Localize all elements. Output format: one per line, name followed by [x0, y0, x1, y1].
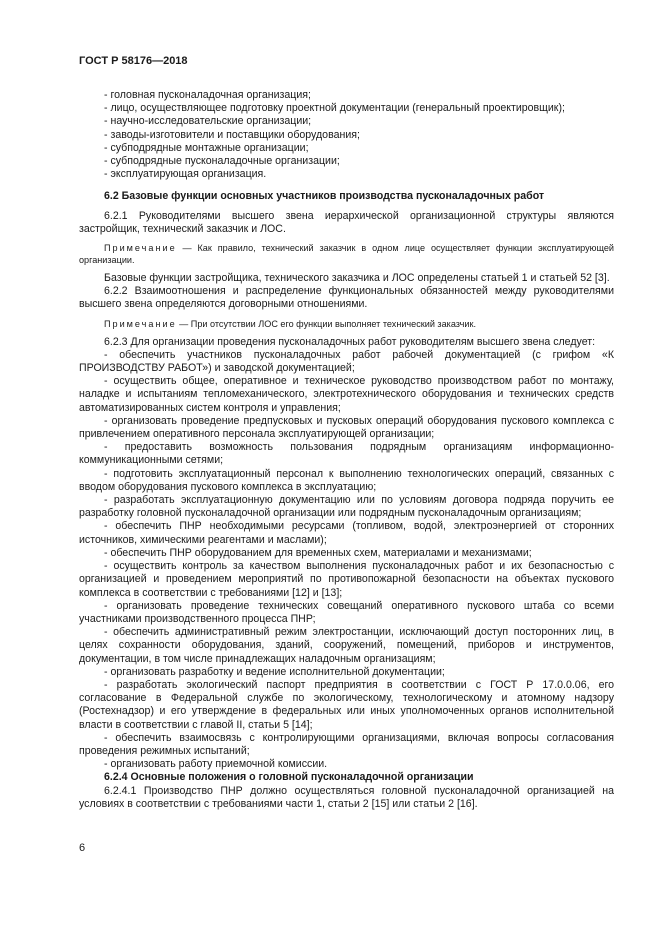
list-item: - организовать проведение технических совещаний оперативного пускового штаба со всеми участниками производственного процесса ПНР; [79, 599, 614, 625]
list-item: - организовать проведение предпусковых и пусковых операций оборудования пускового комплекса с привлечением оперативного персонала эксплуатирующей организации; [79, 414, 614, 441]
list-item: - головная пусконаладочная организация; [104, 89, 311, 101]
list-item: - обеспечить участников пусконаладочных работ рабочей документацией (с грифом «К ПРОИЗВОДСТВУ РАБОТ») и заводской документацией; [79, 348, 614, 375]
list-item: - субподрядные пусконаладочные организации; [104, 155, 340, 168]
page-number: 6 [79, 842, 86, 854]
list-item: - заводы-изготовители и поставщики оборудования; [104, 128, 360, 141]
list-item: - эксплуатирующая организация. [104, 168, 267, 181]
list-item: - предоставить возможность пользования подрядным организациям информационно-коммуникационными сетями; [79, 441, 614, 467]
section-heading-6-2-4: 6.2.4 Основные положения о головной пусконаладочной организации [104, 771, 474, 784]
list-item: - организовать работу приемочной комиссии. [104, 758, 328, 771]
list-item: - лицо, осуществляющее подготовку проектной документации (генеральный проектировщик); [104, 102, 565, 115]
note-1 [79, 242, 614, 266]
list-item: - разработать эксплуатационную документацию или по условиям договора подряда поручить ее разработку головной пусконаладочной организации или подрядным пусконаладочным организациям; [79, 494, 614, 520]
note-2 [79, 318, 614, 330]
list-item: - организовать разработку и ведение исполнительной документации; [104, 665, 445, 678]
section-heading-6-2: 6.2 Базовые функции основных участников производства пусконаладочных работ [104, 190, 545, 203]
list-item: - осуществить контроль за качеством выполнения пусконаладочных работ и их безопасностью с организацией и проведением мероприятий по противопожарной безопасности на объектах пускового комплекса в соответствии с требованиями [12] и [13]; [79, 560, 614, 599]
list-item: - научно-исследовательские организации; [104, 115, 312, 128]
note-label: Примечание [104, 318, 177, 329]
document-header: ГОСТ Р 58176—2018 [79, 55, 188, 67]
participants-list [79, 89, 614, 181]
note-text: — Как правило, технический заказчик в одном лице осуществляет функции эксплуатирующей организации. [79, 243, 614, 266]
paragraph-6-2-2: 6.2.2 Взаимоотношения и распределение функциональных обязанностей между руководителями высшего звена определяются договорными отношениями. [79, 285, 614, 311]
note-text: — При отсутствии ЛОС его функции выполняет технический заказчик. [176, 318, 476, 329]
duties-list [79, 349, 614, 772]
list-item: - обеспечить административный режим электростанции, исключающий доступ посторонних лиц, в целях сохранности оборудования, зданий, сооружений, помещений, приборов и инструментов, документации, в том числе принадлежащих наладочным организациям; [79, 626, 614, 665]
paragraph-6-2-1: 6.2.1 Руководителями высшего звена иерархической организационной структуры являются застройщик, технический заказчик и ЛОС. [79, 209, 614, 235]
list-item: - подготовить эксплуатационный персонал к выполнению технологических операций, связанных с вводом оборудования пускового комплекса в эксплуатацию; [79, 467, 614, 493]
list-item: - обеспечить ПНР оборудованием для временных схем, материалами и механизмами; [104, 546, 532, 559]
note-label: Примечание [104, 243, 177, 254]
paragraph-base-functions: Базовые функции застройщика, технического заказчика и ЛОС определены статьей 1 и статьей 52 [3]. [104, 272, 610, 285]
page-body [79, 89, 614, 811]
list-item: - обеспечить взаимосвязь с контролирующими организациями, включая вопросы согласования проведения режимных испытаний; [79, 731, 614, 757]
list-item: - обеспечить ПНР необходимыми ресурсами (топливом, водой, электроэнергией от сторонних источников, химическими реагентами и маслами); [79, 520, 614, 546]
paragraph-6-2-4-1: 6.2.4.1 Производство ПНР должно осуществляться головной пусконаладочной организацией на условиях в соответствии с требованиями части 1, статьи 2 [15] или статьи 2 [16]. [79, 784, 614, 810]
list-item: - субподрядные монтажные организации; [104, 141, 309, 154]
paragraph-6-2-3: 6.2.3 Для организации проведения пусконаладочных работ руководителям высшего звена следует: [104, 335, 596, 348]
list-item: - разработать экологический паспорт предприятия в соответствии с ГОСТ Р 17.0.0.06, его согласование в Федеральной службе по экологическому, технологическому и атомному надзору (Ростехнадзор) и его утверждение в федеральных или иных уполномоченных органов исполнительной власти в соответствии с главой II, статьи 5 [14]; [79, 678, 614, 731]
list-item: - осуществить общее, оперативное и техническое руководство производством работ по монтажу, наладке и испытаниям тепломеханического, электротехнического оборудования и технических средств автоматизированных систем контроля и управления; [79, 375, 614, 414]
